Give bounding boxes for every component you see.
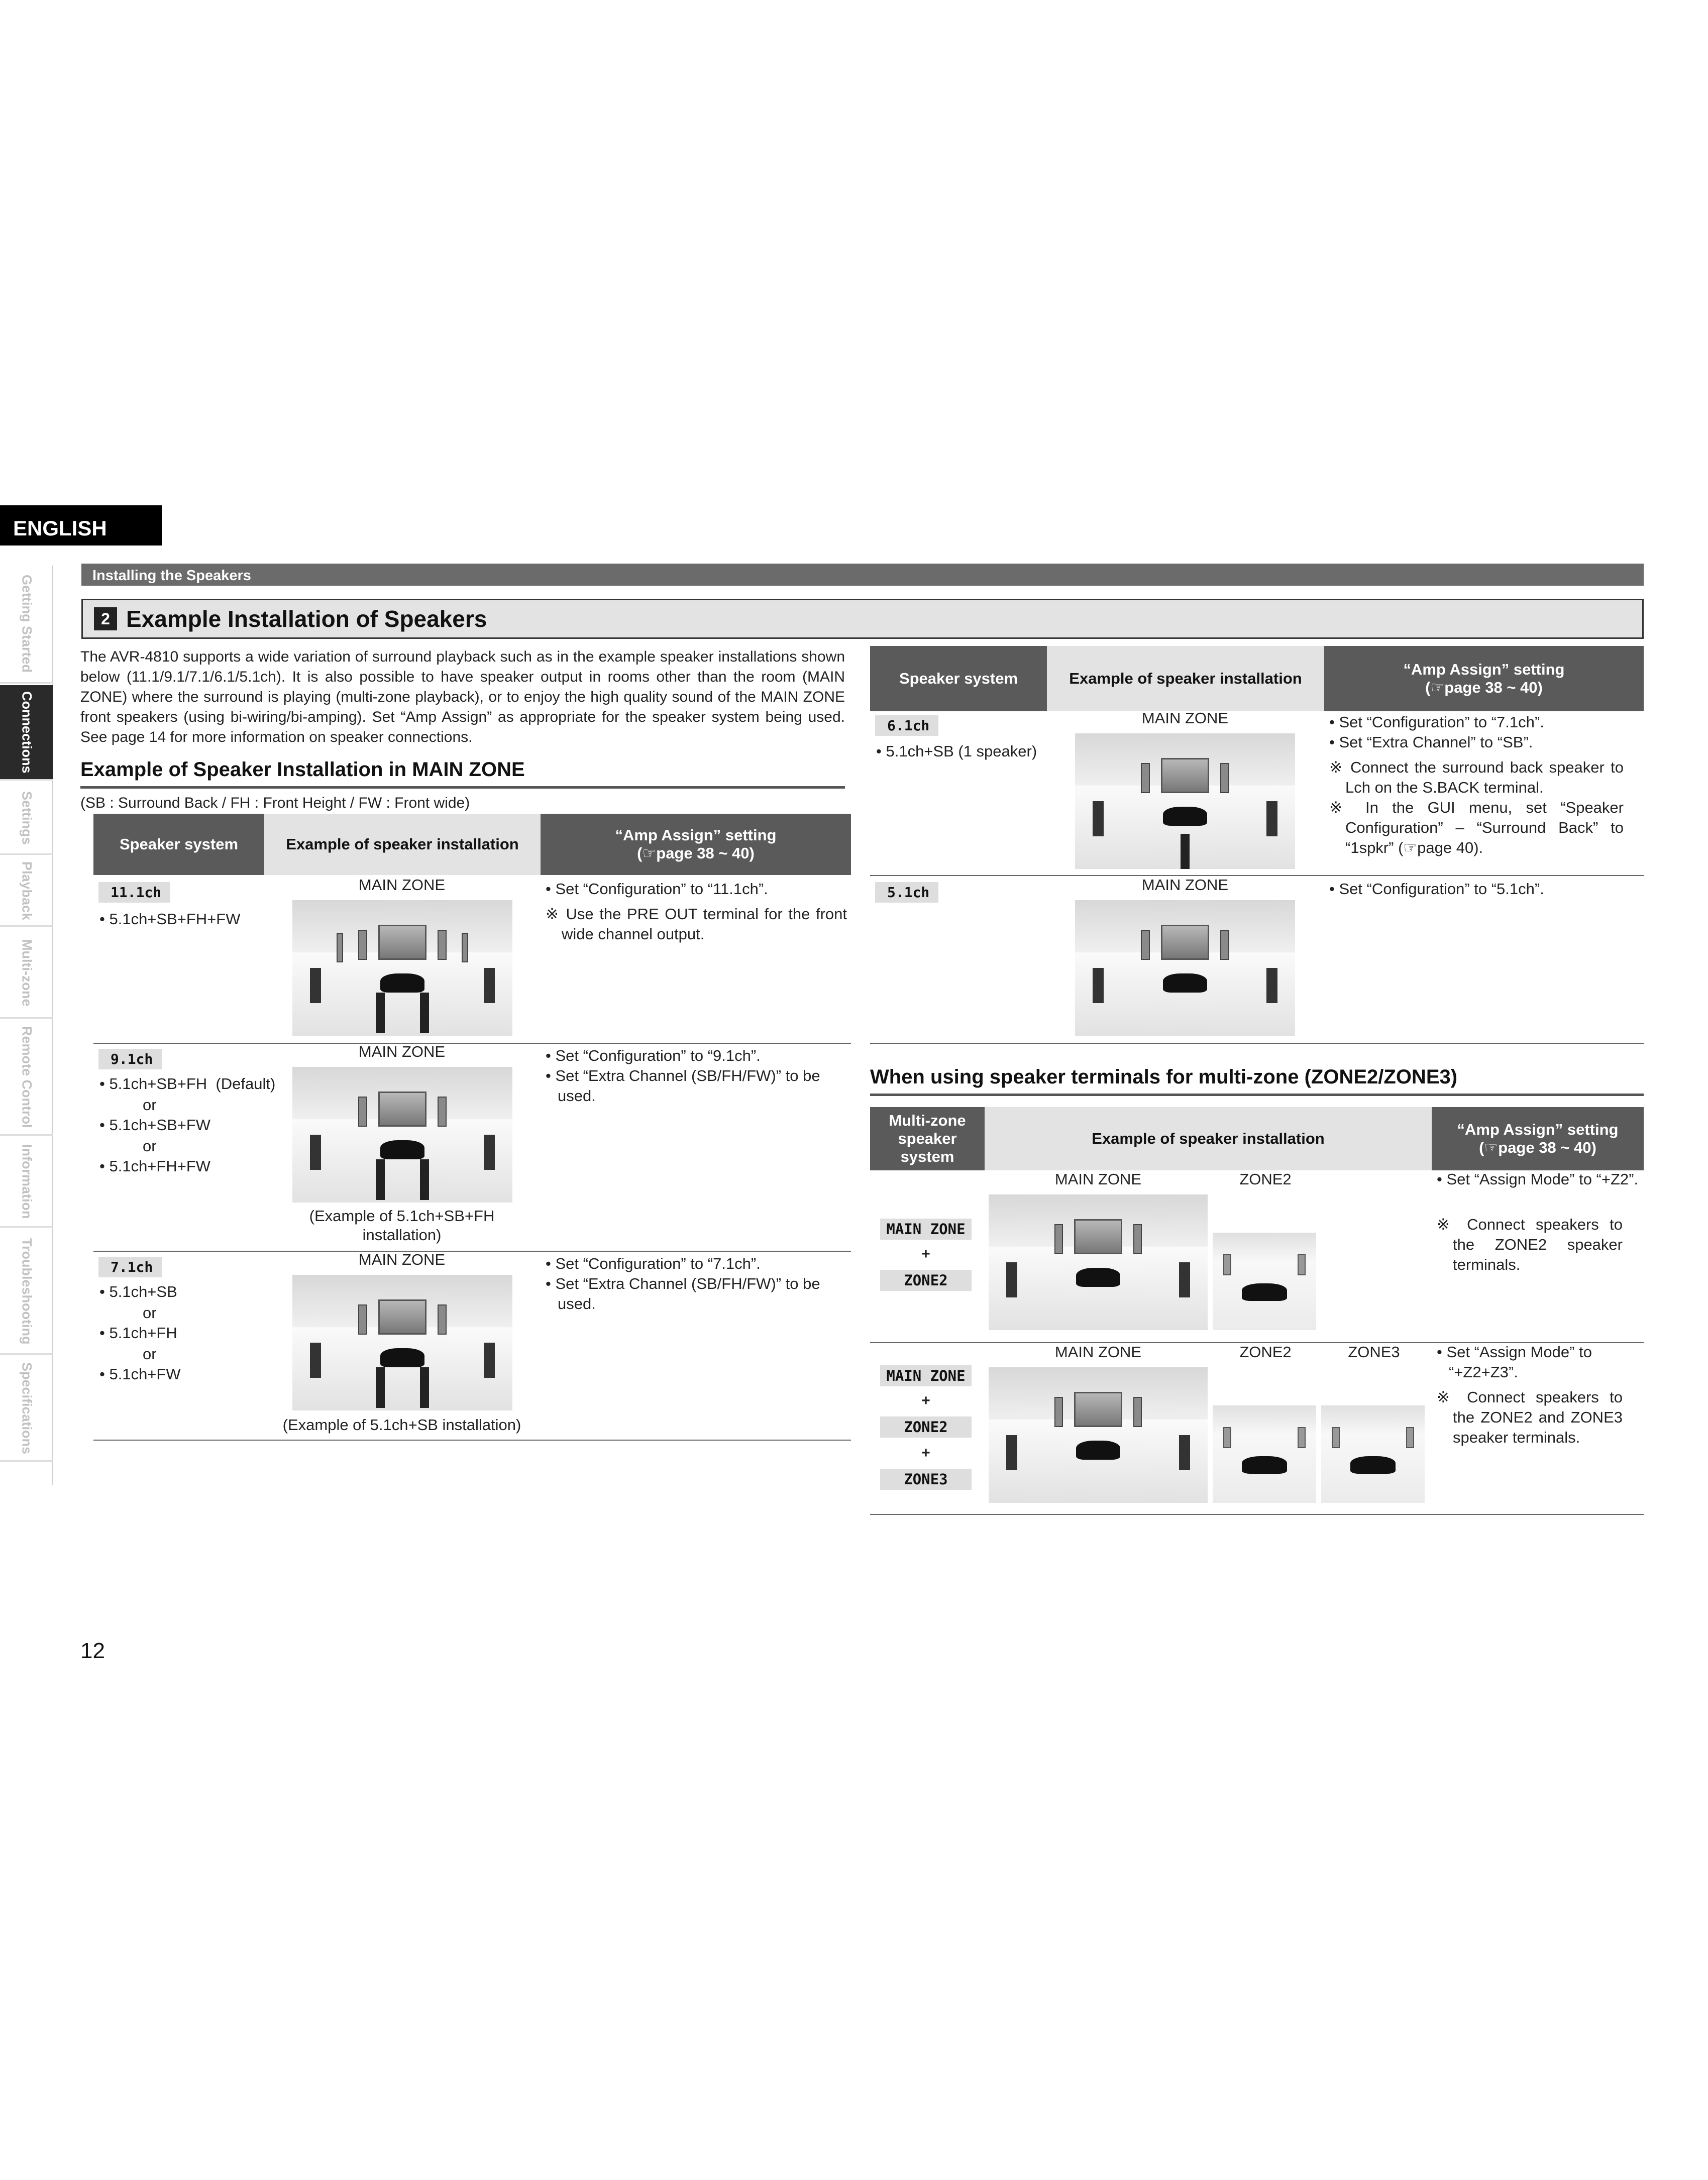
zone-label: MAIN ZONE: [358, 1251, 446, 1268]
amp-bullet: • Set “Extra Channel (SB/FH/FW)” to be used.: [546, 1275, 820, 1313]
zone-label: MAIN ZONE: [1054, 1170, 1142, 1188]
amp-bullet: • Set “Configuration” to “5.1ch”.: [1329, 880, 1544, 898]
tab-label: Specifications: [19, 1362, 35, 1455]
amp-note: ※ Use the PRE OUT terminal for the front wide channel output.: [546, 905, 847, 943]
speaker-layout-image: [292, 1275, 512, 1410]
tab-label: Connections: [19, 691, 35, 774]
amp-note: ※ Connect speakers to the ZONE2 and ZONE3 speaker terminals.: [1437, 1388, 1623, 1446]
option-or: or: [143, 1345, 157, 1363]
option-or: or: [143, 1137, 157, 1155]
amp-bullet: • Set “Configuration” to “7.1ch”.: [1329, 713, 1544, 731]
amp-bullet: • Set “Assign Mode” to “+Z2”.: [1437, 1170, 1639, 1188]
multizone-heading: When using speaker terminals for multi-zone (ZONE2/ZONE3): [870, 1066, 1644, 1096]
speaker-option: • 5.1ch+SB+FH+FW: [99, 910, 241, 928]
zone-pill: MAIN ZONE: [880, 1365, 972, 1386]
zone-label: ZONE2: [1239, 1170, 1292, 1188]
tab-troubleshooting[interactable]: [0, 1229, 53, 1355]
zone-pill: ZONE3: [880, 1469, 972, 1490]
amp-note: ※ In the GUI menu, set “Speaker Configuration” – “Surround Back” to “1spkr” (☞page 40).: [1329, 799, 1624, 856]
tab-label: Remote Control: [19, 1026, 35, 1128]
zone-label: MAIN ZONE: [358, 876, 446, 894]
tab-information[interactable]: [0, 1137, 53, 1228]
amp-bullet: • Set “Configuration” to “11.1ch”.: [546, 880, 768, 898]
row-divider: [870, 1514, 1644, 1515]
amp-bullet: • Set “Configuration” to “9.1ch”.: [546, 1047, 761, 1064]
speaker-system-name: 7.1ch: [98, 1257, 162, 1277]
amp-assign-ref: (☞page 38 ~ 40): [637, 844, 755, 862]
speaker-layout-image: [292, 1067, 512, 1203]
zone-label: ZONE3: [1348, 1343, 1400, 1361]
zone3-image: [1321, 1405, 1425, 1503]
header-speaker-system: Speaker system: [870, 646, 1047, 711]
section-title: [81, 599, 1644, 639]
intro-paragraph: The AVR-4810 supports a wide variation of surround playback such as in the example speaker installations shown below (11.1/9.1/7.1/6.1/5.1ch). It is also possible to have speaker output in rooms other than the room (MAIN ZONE) where the surround is playing (multi-zone playback), or to enjoy the high quality sound of the MAIN ZONE front speakers (using bi-wiring/bi-amping). Set “Amp Assign” as appropriate for the speaker system being used. See page 14 for more information on speaker connections.: [80, 648, 845, 745]
tab-connections[interactable]: [0, 685, 53, 781]
speaker-system-name: 6.1ch: [875, 715, 938, 736]
image-caption: (Example of 5.1ch+SB installation): [282, 1416, 521, 1434]
header-amp-assign: [541, 814, 851, 875]
tab-label: Information: [19, 1144, 35, 1219]
tab-label: Troubleshooting: [19, 1238, 35, 1345]
plus-sign: +: [921, 1445, 930, 1461]
header-example: Example of speaker installation: [1047, 646, 1324, 711]
tab-playback[interactable]: [0, 856, 53, 927]
tab-label: Settings: [19, 791, 35, 845]
amp-bullet: • Set “Assign Mode” to “+Z2+Z3”.: [1437, 1343, 1592, 1381]
speaker-option: • 5.1ch+FH: [99, 1324, 177, 1342]
amp-bullet: • Set “Configuration” to “7.1ch”.: [546, 1255, 761, 1272]
page-number: 12: [80, 1639, 105, 1663]
header-example: Example of speaker installation: [264, 814, 541, 875]
tab-getting-started[interactable]: [0, 566, 53, 684]
amp-note: ※ Connect the surround back speaker to Lch on the S.BACK terminal.: [1329, 758, 1624, 796]
zone-label: MAIN ZONE: [358, 1043, 446, 1060]
header-speaker-system: Speaker system: [93, 814, 264, 875]
title-number: 2: [94, 607, 117, 630]
speaker-option: • 5.1ch+FH+FW: [99, 1157, 211, 1175]
amp-assign-label: “Amp Assign” setting: [615, 826, 777, 844]
speaker-option: • 5.1ch+SB+FH (Default): [99, 1075, 276, 1093]
speaker-option: • 5.1ch+SB (1 speaker): [876, 742, 1037, 760]
speaker-option: • 5.1ch+FW: [99, 1365, 181, 1383]
row-divider: [93, 1440, 851, 1441]
amp-assign-label: “Amp Assign” setting: [1403, 661, 1565, 678]
tab-remote-control[interactable]: [0, 1020, 53, 1136]
zone-label: MAIN ZONE: [1141, 709, 1229, 727]
plus-sign: +: [921, 1246, 930, 1262]
zone-pill: MAIN ZONE: [880, 1219, 972, 1240]
speaker-layout-image: [1075, 900, 1295, 1036]
amp-note: ※ Connect speakers to the ZONE2 speaker terminals.: [1437, 1216, 1623, 1273]
zone2-image: [1213, 1233, 1316, 1330]
tab-label: Getting Started: [19, 575, 35, 673]
language-tab: ENGLISH: [0, 505, 162, 546]
abbreviations: (SB : Surround Back / FH : Front Height / FW : Front wide): [80, 795, 470, 811]
option-or: or: [143, 1096, 157, 1114]
header-example: Example of speaker installation: [985, 1107, 1432, 1170]
speaker-layout-image: [1075, 733, 1295, 869]
zone-pill: ZONE2: [880, 1270, 972, 1291]
tab-label: Multi-zone: [19, 939, 35, 1007]
image-caption: (Example of 5.1ch+SB+FH installation): [309, 1207, 495, 1244]
tab-settings[interactable]: [0, 782, 53, 855]
speaker-option: • 5.1ch+SB: [99, 1283, 177, 1300]
tab-label: Playback: [19, 861, 35, 921]
row-divider: [870, 1043, 1644, 1044]
plus-sign: +: [921, 1392, 930, 1409]
main-zone-image: [989, 1194, 1208, 1330]
amp-assign-ref: (☞page 38 ~ 40): [1479, 1139, 1596, 1156]
zone-label: ZONE2: [1239, 1343, 1292, 1361]
speaker-system-name: 11.1ch: [98, 882, 170, 903]
zone-label: MAIN ZONE: [1054, 1343, 1142, 1361]
zone-pill: ZONE2: [880, 1416, 972, 1438]
title-text: Example Installation of Speakers: [126, 606, 487, 632]
amp-assign-ref: (☞page 38 ~ 40): [1425, 679, 1543, 696]
zone2-image: [1213, 1405, 1316, 1503]
zone-label: MAIN ZONE: [1141, 876, 1229, 894]
speaker-layout-image: [292, 900, 512, 1036]
speaker-system-name: 9.1ch: [98, 1049, 162, 1069]
speaker-option: • 5.1ch+SB+FW: [99, 1116, 211, 1134]
option-or: or: [143, 1304, 157, 1322]
amp-bullet: • Set “Extra Channel” to “SB”.: [1329, 733, 1533, 751]
header-amp-assign: [1324, 646, 1644, 711]
speaker-system-name: 5.1ch: [875, 882, 938, 903]
tab-specifications[interactable]: [0, 1356, 53, 1462]
main-zone-heading: Example of Speaker Installation in MAIN ZONE: [80, 758, 845, 789]
amp-bullet: • Set “Extra Channel (SB/FH/FW)” to be used.: [546, 1067, 820, 1105]
header-multizone-system: Multi-zone speaker system: [870, 1107, 985, 1170]
side-nav: [0, 566, 53, 1485]
section-bar: Installing the Speakers: [81, 564, 1644, 586]
tab-multi-zone[interactable]: [0, 928, 53, 1019]
main-zone-image: [989, 1367, 1208, 1503]
header-amp-assign: [1432, 1107, 1644, 1170]
amp-assign-label: “Amp Assign” setting: [1457, 1121, 1619, 1138]
